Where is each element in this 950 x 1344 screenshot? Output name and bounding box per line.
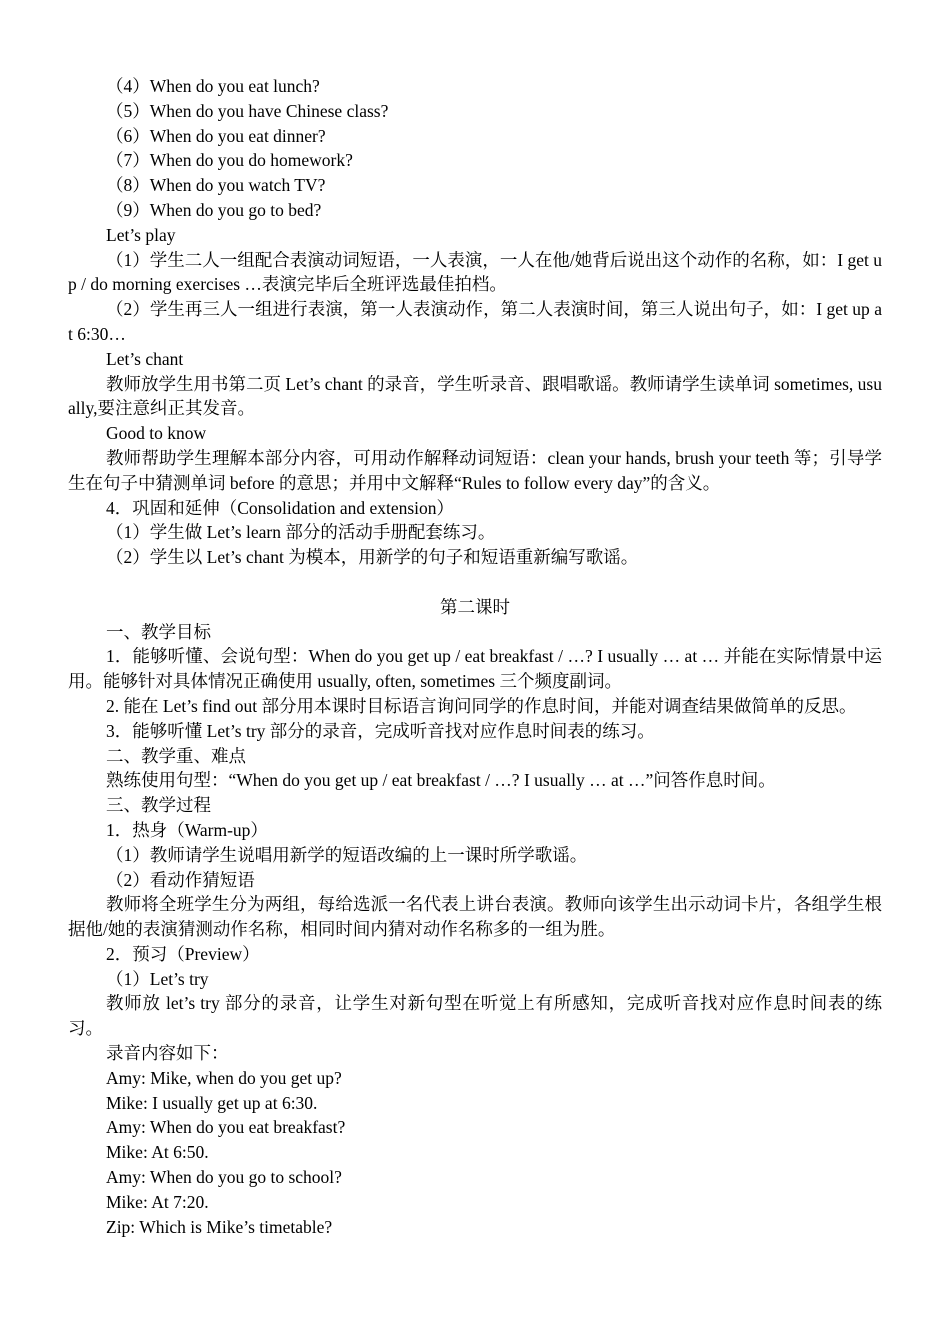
goals-heading: 一、教学目标 bbox=[106, 621, 211, 642]
lets-play-paragraph-2: （2）学生再三人一组进行表演，第一人表演动作，第二人表演时间，第三人说出句子，如：I get up at 6:30… bbox=[68, 299, 882, 344]
question-line: （4）When do you eat lunch? bbox=[106, 76, 320, 96]
preview-heading: 2．预习（Preview） bbox=[106, 943, 260, 964]
warmup-item-1: （1）教师请学生说唱用新学的短语改编的上一课时所学歌谣。 bbox=[106, 844, 588, 865]
key-points-heading: 二、教学重、难点 bbox=[106, 745, 246, 766]
dialogue-line: Amy: When do you go to school? bbox=[106, 1167, 342, 1188]
good-to-know-paragraph: 教师帮助学生理解本部分内容，可用动作解释动词短语：clean your hands, brush your teeth 等；引导学生在句子中猜测单词 before 的意思；并用中文解释“Rules to follow every day”的含义。 bbox=[68, 447, 882, 493]
lets-play-heading: Let’s play bbox=[106, 224, 176, 245]
process-heading: 三、教学过程 bbox=[106, 795, 211, 816]
dialogue-line: Amy: When do you eat breakfast? bbox=[106, 1117, 346, 1138]
question-line: （7）When do you do homework? bbox=[106, 150, 353, 171]
goal-1: 1．能够听懂、会说句型：When do you get up / eat breakfast / …? I usually … at … 并能在实际情景中运用。能够针对具体情况正确使用 usually, often, sometimes 三个频度副词。 bbox=[68, 646, 882, 692]
lesson-title: 第二课时 bbox=[440, 596, 510, 617]
question-line: （9）When do you go to bed? bbox=[106, 199, 322, 220]
goal-2: 2. 能在 Let’s find out 部分用本课时目标语言询问同学的作息时间，并能对调查结果做简单的反思。 bbox=[106, 695, 857, 716]
lets-try-text: 教师放 let’s try 部分的录音，让学生对新句型在听觉上有所感知，完成听音找对应作息时间表的练习。 bbox=[68, 993, 882, 1039]
good-to-know-heading: Good to know bbox=[106, 423, 207, 444]
warmup-heading: 1．热身（Warm-up） bbox=[106, 819, 268, 840]
goal-3: 3．能够听懂 Let’s try 部分的录音，完成听音找对应作息时间表的练习。 bbox=[106, 720, 655, 741]
lets-try-heading: （1）Let’s try bbox=[106, 968, 209, 989]
consolidation-item-1: （1）学生做 Let’s learn 部分的活动手册配套练习。 bbox=[106, 522, 496, 543]
dialogue-line: Mike: At 6:50. bbox=[106, 1142, 209, 1163]
recording-intro: 录音内容如下： bbox=[106, 1043, 229, 1064]
dialogue-line: Mike: I usually get up at 6:30. bbox=[106, 1092, 318, 1113]
blank-line bbox=[68, 570, 882, 595]
question-line: （5）When do you have Chinese class? bbox=[106, 100, 389, 121]
consolidation-item-2: （2）学生以 Let’s chant 为模本，用新学的句子和短语重新编写歌谣。 bbox=[106, 547, 639, 568]
lets-play-paragraph-1: （1）学生二人一组配合表演动词短语，一人表演，一人在他/她背后说出这个动作的名称，如：I get up / do morning exercises …表演完毕后全班评选最佳拍档。 bbox=[68, 249, 882, 295]
question-line: （8）When do you watch TV? bbox=[106, 175, 326, 196]
question-line: （6）When do you eat dinner? bbox=[106, 125, 326, 146]
consolidation-heading: 4．巩固和延伸（Consolidation and extension） bbox=[106, 497, 455, 518]
dialogue-line: Zip: Which is Mike’s timetable? bbox=[106, 1216, 333, 1237]
warmup-item-2-text: 教师将全班学生分为两组，每给选派一名代表上讲台表演。教师向该学生出示动词卡片，各组学生根据他/她的表演猜测动作名称，相同时间内猜对动作名称多的一组为胜。 bbox=[68, 894, 882, 940]
lets-chant-paragraph: 教师放学生用书第二页 Let’s chant 的录音，学生听录音、跟唱歌谣。教师请学生读单词 sometimes, usually,要注意纠正其发音。 bbox=[68, 373, 882, 419]
dialogue-line: Mike: At 7:20. bbox=[106, 1191, 209, 1212]
document-page bbox=[68, 74, 882, 1239]
key-points-text: 熟练使用句型：“When do you get up / eat breakfast / …? I usually … at …”问答作息时间。 bbox=[106, 770, 776, 791]
dialogue-line: Amy: Mike, when do you get up? bbox=[106, 1067, 342, 1088]
lets-chant-heading: Let’s chant bbox=[106, 348, 184, 369]
warmup-item-2-heading: （2）看动作猜短语 bbox=[106, 869, 255, 890]
